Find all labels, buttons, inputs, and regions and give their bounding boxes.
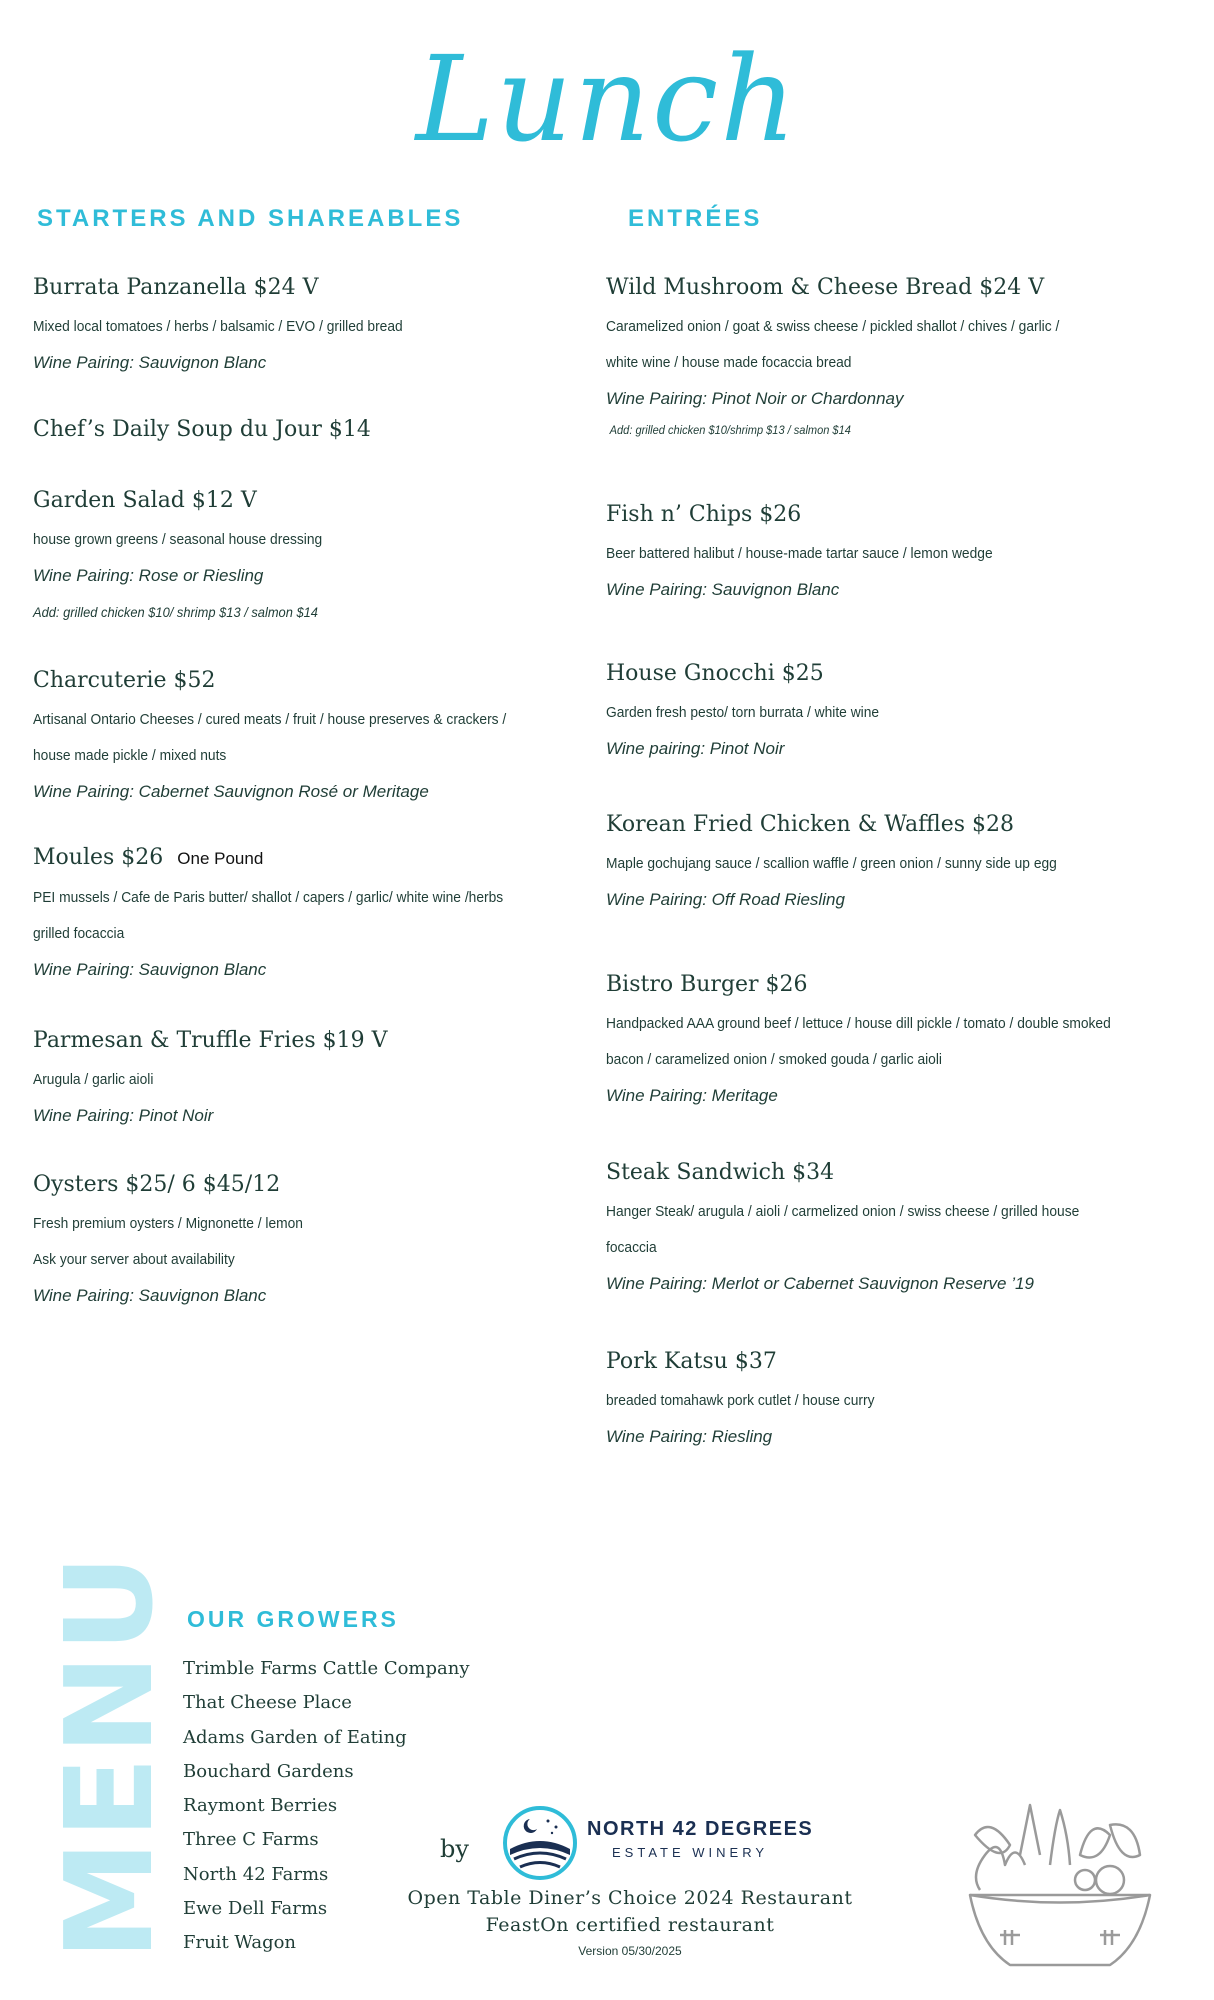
item-desc: white wine / house made focaccia bread xyxy=(606,354,852,371)
grower-item: Bouchard Gardens xyxy=(183,1760,354,1782)
item-desc: Garden fresh pesto/ torn burrata / white wine xyxy=(606,704,880,721)
menu-item-bistro-burger xyxy=(606,970,1166,1114)
item-desc: Artisanal Ontario Cheeses / cured meats / fruit / house preserves & crackers / xyxy=(33,711,507,728)
winery-subtitle: ESTATE WINERY xyxy=(612,1845,769,1860)
item-name-text: Moules $26 xyxy=(33,845,164,870)
certification-line: FeastOn certified restaurant xyxy=(485,1914,775,1936)
menu-item-soup xyxy=(33,415,593,451)
wine-pairing: Wine Pairing: Sauvignon Blanc xyxy=(33,353,267,372)
menu-item-moules xyxy=(33,843,593,988)
item-name: Parmesan & Truffle Fries $19 V xyxy=(33,1028,388,1053)
item-desc: house made pickle / mixed nuts xyxy=(33,747,227,764)
wine-pairing: Wine Pairing: Rose or Riesling xyxy=(33,566,264,585)
item-desc: focaccia xyxy=(606,1239,657,1256)
add-ons: Add: grilled chicken $10/ shrimp $13 / salmon $14 xyxy=(33,604,318,620)
entrees-heading: ENTRÉES xyxy=(628,205,763,232)
menu-item-pork-katsu xyxy=(606,1347,1166,1455)
menu-item-korean-chicken xyxy=(606,810,1166,918)
wine-pairing: Wine Pairing: Cabernet Sauvignon Rosé or Meritage xyxy=(33,782,429,801)
item-name: Fish n’ Chips $26 xyxy=(606,502,802,527)
item-desc: PEI mussels / Cafe de Paris butter/ shallot / capers / garlic/ white wine /herbs xyxy=(33,889,504,906)
winery-name: NORTH 42 DEGREES xyxy=(587,1818,814,1840)
item-desc: Arugula / garlic aioli xyxy=(33,1071,154,1088)
wine-pairing: Wine Pairing: Sauvignon Blanc xyxy=(606,580,840,599)
item-desc: Beer battered halibut / house-made tartar sauce / lemon wedge xyxy=(606,545,993,562)
item-desc: bacon / caramelized onion / smoked gouda / garlic aioli xyxy=(606,1051,943,1068)
item-name: Bistro Burger $26 xyxy=(606,972,808,997)
item-name: Steak Sandwich $34 xyxy=(606,1160,835,1185)
item-desc: Hanger Steak/ arugula / aioli / carmelized onion / swiss cheese / grilled house xyxy=(606,1203,1080,1220)
item-name: Garden Salad $12 V xyxy=(33,488,257,513)
item-name: Charcuterie $52 xyxy=(33,668,216,693)
wine-pairing: Wine Pairing: Pinot Noir xyxy=(33,1106,214,1125)
menu-item-burrata xyxy=(33,273,593,381)
wine-pairing: Wine Pairing: Merlot or Cabernet Sauvignon Reserve ’19 xyxy=(606,1274,1034,1293)
item-name xyxy=(33,843,593,874)
grower-item: Three C Farms xyxy=(183,1829,319,1851)
grower-item: Adams Garden of Eating xyxy=(183,1726,407,1748)
wine-pairing: Wine Pairing: Sauvignon Blanc xyxy=(33,960,267,979)
vegetable-basket-icon xyxy=(960,1795,1160,1975)
by-label: by xyxy=(440,1835,469,1863)
menu-item-steak-sandwich xyxy=(606,1158,1166,1302)
award-line: Open Table Diner’s Choice 2024 Restaurant xyxy=(407,1887,853,1909)
item-name: Pork Katsu $37 xyxy=(606,1349,777,1374)
grower-item: Trimble Farms Cattle Company xyxy=(183,1658,470,1679)
item-desc: Maple gochujang sauce / scallion waffle / green onion / sunny side up egg xyxy=(606,855,1057,872)
add-ons: Add: grilled chicken $10/shrimp $13 / salmon $14 xyxy=(609,423,851,437)
wine-pairing: Wine Pairing: Meritage xyxy=(606,1086,778,1105)
wine-pairing: Wine Pairing: Off Road Riesling xyxy=(606,890,845,909)
growers-heading: OUR GROWERS xyxy=(187,1606,399,1632)
wine-pairing: Wine Pairing: Riesling xyxy=(606,1427,773,1446)
menu-item-garden-salad xyxy=(33,486,593,630)
grower-item: North 42 Farms xyxy=(183,1863,329,1885)
menu-item-charcuterie xyxy=(33,666,593,810)
grower-item: Fruit Wagon xyxy=(183,1932,297,1954)
item-desc: breaded tomahawk pork cutlet / house curry xyxy=(606,1392,875,1409)
item-desc: grilled focaccia xyxy=(33,925,125,942)
item-name: Korean Fried Chicken & Waffles $28 xyxy=(606,812,1015,837)
item-desc: Ask your server about availability xyxy=(33,1251,235,1268)
menu-title: Lunch xyxy=(415,30,799,168)
item-name: Oysters $25/ 6 $45/12 xyxy=(33,1172,281,1197)
wine-pairing: Wine Pairing: Sauvignon Blanc xyxy=(33,1286,267,1305)
version-label: Version 05/30/2025 xyxy=(578,1944,682,1958)
menu-item-gnocchi xyxy=(606,659,1166,767)
item-desc: house grown greens / seasonal house dressing xyxy=(33,531,323,548)
wine-pairing: Wine pairing: Pinot Noir xyxy=(606,739,785,758)
menu-vertical-word xyxy=(41,1552,180,1960)
item-desc: Fresh premium oysters / Mignonette / lemon xyxy=(33,1215,303,1232)
item-desc: Handpacked AAA ground beef / lettuce / house dill pickle / tomato / double smoked xyxy=(606,1015,1111,1032)
menu-word: MENU xyxy=(41,1552,180,1960)
winery-logo-icon xyxy=(500,1803,580,1883)
menu-item-fish-chips xyxy=(606,500,1166,608)
item-desc: Caramelized onion / goat & swiss cheese / pickled shallot / chives / garlic / xyxy=(606,318,1060,335)
grower-item: Ewe Dell Farms xyxy=(183,1898,328,1920)
item-name: Burrata Panzanella $24 V xyxy=(33,275,319,300)
item-name-extra: One Pound xyxy=(177,849,264,868)
item-name: Chef’s Daily Soup du Jour $14 xyxy=(33,417,371,442)
item-name: House Gnocchi $25 xyxy=(606,661,824,686)
menu-item-fries xyxy=(33,1026,593,1134)
wine-pairing: Wine Pairing: Pinot Noir or Chardonnay xyxy=(606,389,904,408)
starters-heading: STARTERS AND SHAREABLES xyxy=(37,205,464,232)
item-name: Wild Mushroom & Cheese Bread $24 V xyxy=(606,275,1045,300)
grower-item: Raymont Berries xyxy=(183,1795,338,1817)
menu-item-oysters xyxy=(33,1170,593,1314)
menu-item-mushroom-bread xyxy=(606,273,1166,443)
grower-item: That Cheese Place xyxy=(183,1692,352,1714)
item-desc: Mixed local tomatoes / herbs / balsamic / EVO / grilled bread xyxy=(33,318,403,335)
